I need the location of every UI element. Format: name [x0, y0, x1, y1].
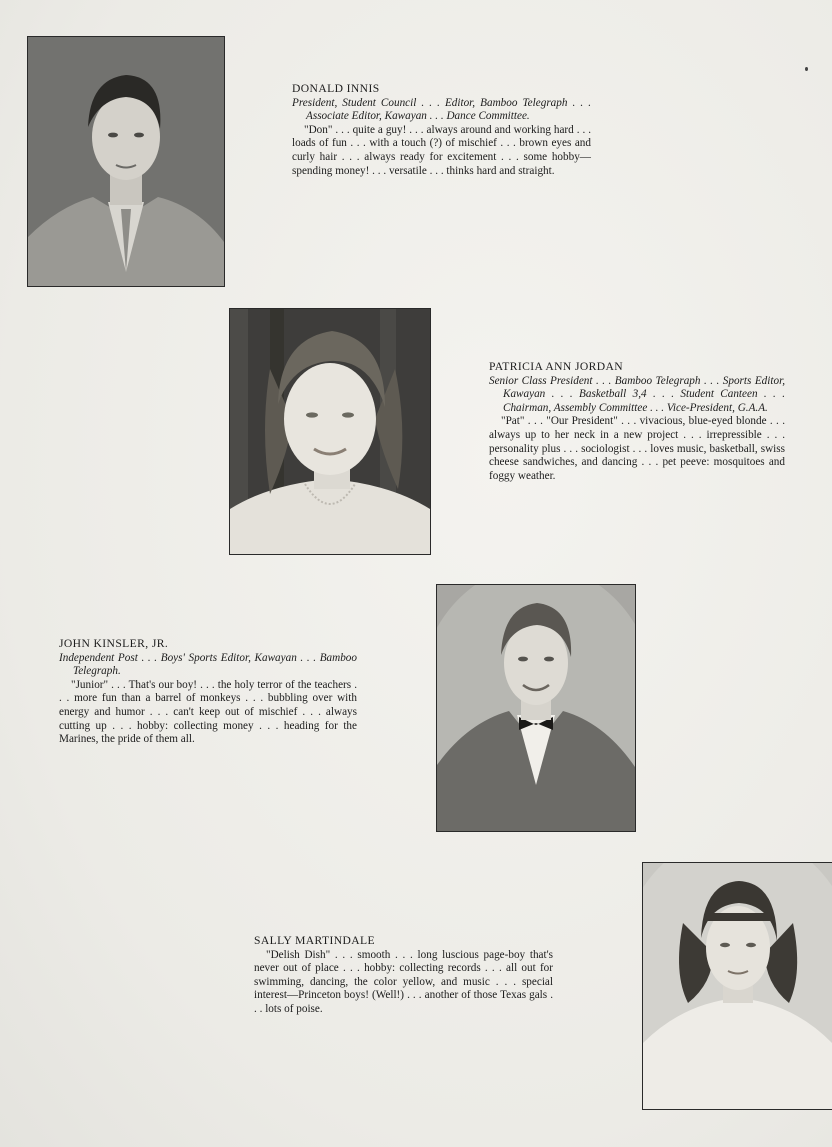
portrait-sally-martindale	[643, 863, 832, 1109]
portrait-patricia-ann-jordan	[230, 309, 430, 554]
entry-john-kinsler-jr	[59, 637, 357, 747]
entry-donald-innis	[292, 82, 591, 178]
student-description: "Junior" . . . That's our boy! . . . the holy terror of the teachers . . . more fun than a barrel of monkeys . . . bubbling over with energy and humor . . . can't keep out of mischief . . . always cutting up . . . hobby: collecting money . . . heading for the Marines, the pride of them all.	[59, 678, 357, 746]
student-name: JOHN KINSLER, JR.	[59, 637, 169, 650]
portrait-donald-innis	[28, 37, 224, 286]
student-description: "Delish Dish" . . . smooth . . . long luscious page-boy that's never out of place . . . hobby: collecting records . . . all out for swimming, dancing, the color yellow, and music . . . special interest—Princeton boys! (Well!) . . . another of those Texas gals . . . lots of poise.	[254, 948, 553, 1015]
student-activities: Senior Class President . . . Bamboo Telegraph . . . Sports Editor, Kawayan . . . Basketball 3,4 . . . Student Canteen . . . Chairman, Assembly Committee . . . Vice-President, G.A.A.	[489, 374, 785, 414]
student-name: SALLY MARTINDALE	[254, 934, 376, 947]
student-name: DONALD INNIS	[292, 82, 380, 95]
print-speck	[805, 67, 808, 71]
portrait-john-kinsler-jr	[437, 585, 635, 831]
entry-patricia-ann-jordan	[489, 360, 785, 483]
student-description: "Don" . . . quite a guy! . . . always around and working hard . . . loads of fun . . . with a touch (?) of mischief . . . brown eyes and curly hair . . . always ready for excitement . . . some hobby—spending money! . . . versatile . . . thinks hard and straight.	[292, 123, 591, 177]
student-name: PATRICIA ANN JORDAN	[489, 360, 624, 373]
student-description: "Pat" . . . "Our President" . . . vivacious, blue-eyed blonde . . . always up to her neck in a new project . . . irrepressible . . . personality plus . . . sociologist . . . loves music, basketball, swiss cheese sandwiches, and dancing . . . pet peeve: mosquitoes and foggy weather.	[489, 415, 785, 482]
student-activities: President, Student Council . . . Editor, Bamboo Telegraph . . . Associate Editor, Kawayan . . . Dance Committee.	[292, 96, 591, 123]
entry-sally-martindale	[254, 934, 553, 1017]
student-activities: Independent Post . . . Boys' Sports Editor, Kawayan . . . Bamboo Telegraph.	[59, 651, 357, 678]
